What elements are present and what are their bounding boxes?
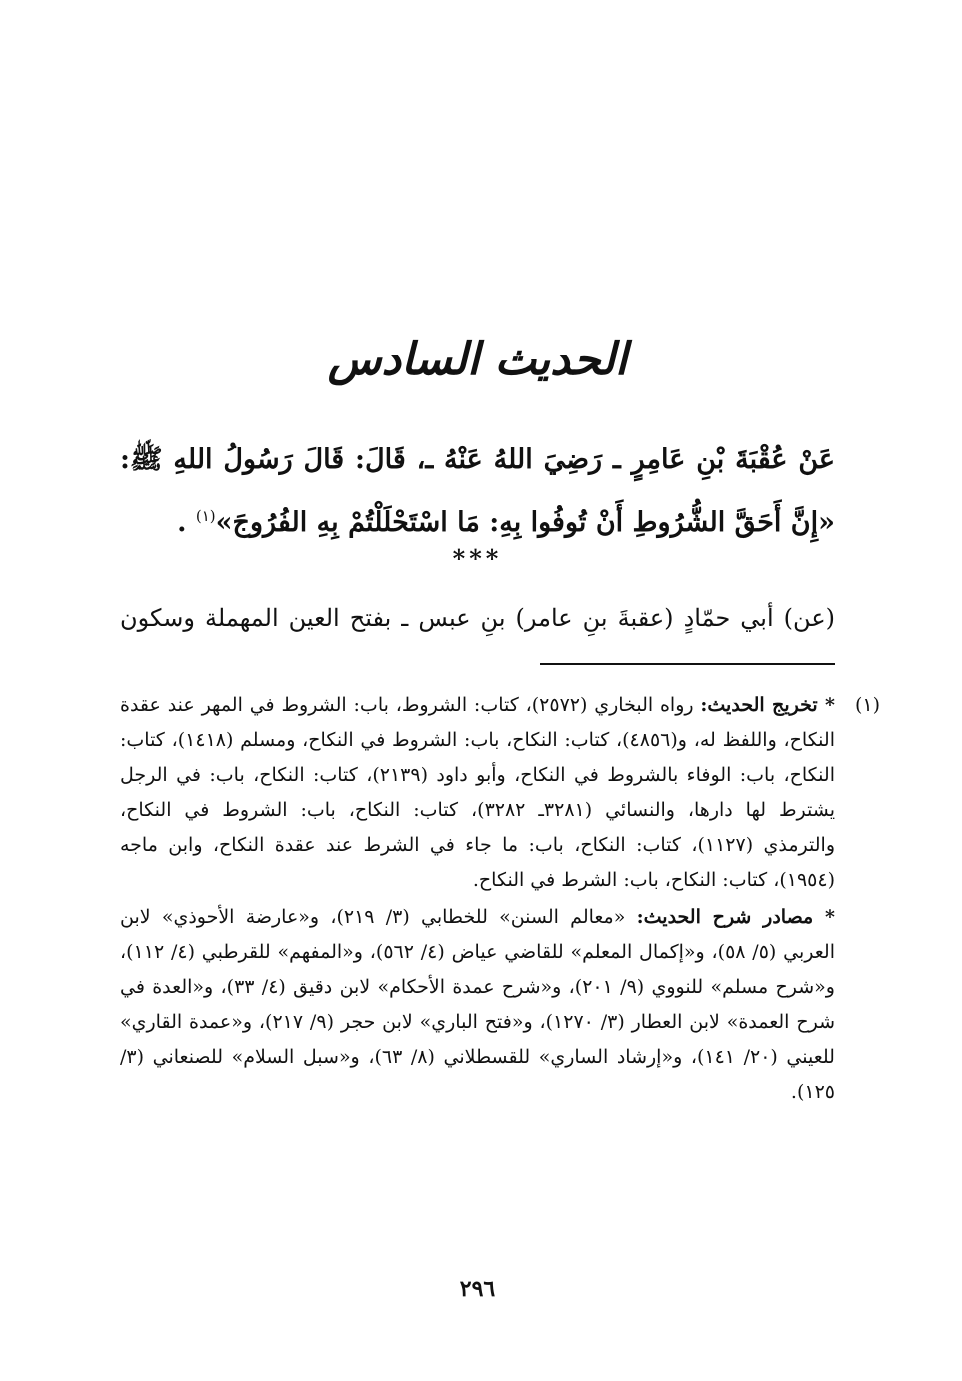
footnote-number: (١)	[854, 694, 880, 716]
section-separator: ***	[452, 544, 503, 573]
chapter-title: الحديث السادس	[327, 334, 628, 385]
footnotes	[120, 688, 880, 1110]
footnote-paragraph-text: رواه البخاري (٢٥٧٢)، كتاب: الشروط، باب: الشروط في المهر عند عقدة النكاح، واللفظ له، و(٤٨٥٦)، كتاب: النكاح، باب: الشروط في النكاح، ومسلم (١٤١٨)، كتاب: النكاح، باب: الوفاء بالشروط في النكاح، وأبو داود (٢١٣٩)، كتاب: النكاح، باب: في الرجل يشترط لها دارها، والنسائي (٣٢٨١ـ ٣٢٨٢)، كتاب: النكاح، باب: الشروط في النكاح، والترمذي (١١٢٧)، كتاب: النكاح، باب: ما جاء في الشرط عند عقدة النكاح، وابن ماجه (١٩٥٤)، كتاب: النكاح، باب: الشرط في النكاح.	[120, 694, 836, 891]
book-page	[120, 0, 880, 1381]
hadith-end-mark: .	[177, 507, 187, 538]
footnote-paragraph-text: «معالم السنن» للخطابي (٣/ ٢١٩)، و«عارضة الأحوذي» لابن العربي (٥/ ٥٨)، و«إكمال المعلم» للقاضي عياض (٤/ ٥٦٢)، و«المفهم» للقرطبي (٤/ ١١٢)، و«شرح مسلم» للنووي (٩/ ٢٠١)، و«شرح عمدة الأحكام» لابن دقيق (٤/ ٣٣)، و«العدة في شرح العمدة» لابن العطار (٣/ ١٢٧٠)، و«فتح الباري» لابن حجر (٩/ ٢١٧)، و«عمدة القاري» للعيني (٢٠/ ١٤١)، و«إرشاد الساري» للقسطلاني (٨/ ٦٣)، و«سبل السلام» للصنعاني (٣/ ١٢٥).	[120, 906, 835, 1103]
hadith-body: عَنْ عُقْبَةَ بْنِ عَامِرٍ ـ رَضِيَ اللهُ عَنْهُ ـ، قَالَ: قَالَ رَسُولُ اللهِ ﷺ: «إِنَّ أَحَقَّ الشُّرُوطِ أَنْ تُوفُوا بِهِ: مَا اسْتَحْلَلْتُمْ بِهِ الفُرُوجَ»	[120, 444, 835, 538]
hadith-text	[120, 432, 835, 551]
footnote-takhrij	[120, 688, 835, 898]
commentary-text: (عن) أبي حمّادٍ (عقبةَ بنِ عامر) بنِ عبس ـ بفتح العين المهملة وسكون	[120, 604, 835, 632]
footnote-sources	[120, 900, 835, 1110]
footnote-reference[interactable]: (١)	[195, 507, 216, 525]
footnote-divider	[540, 663, 835, 665]
footnote-1	[120, 688, 880, 1110]
footnote-heading: * مصادر شرح الحديث:	[636, 906, 835, 928]
footnote-heading: * تخريج الحديث:	[700, 694, 835, 716]
page-number: ٢٩٦	[459, 1276, 496, 1302]
